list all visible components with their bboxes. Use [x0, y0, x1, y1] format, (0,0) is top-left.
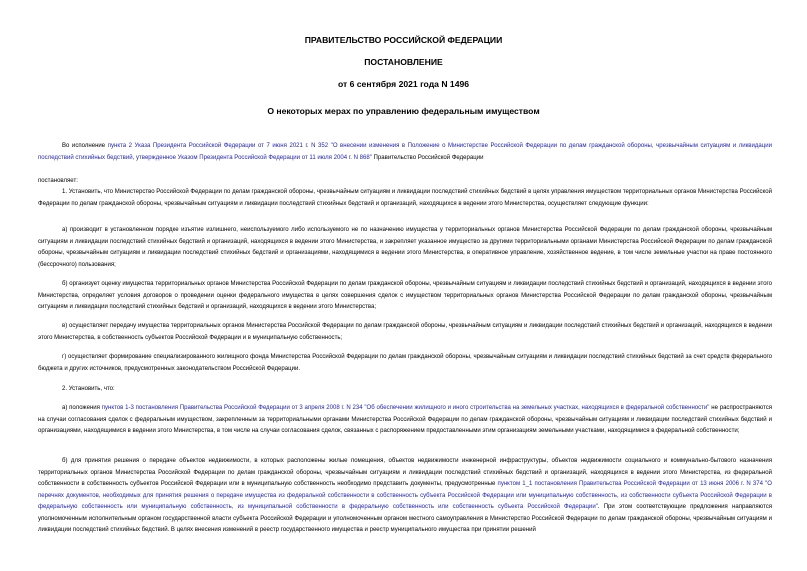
preamble-lead: Во исполнение: [62, 143, 108, 149]
document-title: О некоторых мерах по управлению федеральным имуществом: [267, 106, 540, 116]
preamble-tail: Правительство Российской Федерации: [371, 154, 484, 161]
item-2-text: 2. Установить, что:: [62, 386, 115, 392]
item-2a-lead: а) положения: [62, 405, 102, 411]
item-2: [38, 384, 772, 396]
preamble-link[interactable]: пункта 2 Указа Президента Российской Федерации от 7 июня 2021 г. N 352 "О внесении изменения в Положение о Министерстве Российской Федерации по делам гражданской обороны, чрезвычайным ситуациям и ликвидации последствий стихийных бедствий, утвержденное Указом Президента Российской Федерации от 11 июля 2004 г. N 868": [38, 143, 772, 161]
document-type-heading: ПОСТАНОВЛЕНИЕ: [364, 57, 443, 67]
item-1b: [38, 279, 772, 314]
item-1d: [38, 352, 772, 375]
item-2b-link[interactable]: пунктом 1_1 постановления Правительства Российской Федерации от 13 июня 2006 г. N 374 "О перечнях документов, необходимых для принятия решения о передаче имущества из федеральной собственности в собственность субъекта Российской Федерации или муниципальную собственность, из собственности субъекта Российской Федерации в федеральную собственность или муниципальную собственность, из муниципальной собственности в федеральную собственность или собственность субъекта Российской Федерации": [38, 481, 772, 510]
item-1c-text: в) осуществляет передачу имущества территориальных органов Министерства Российской Федерации по делам гражданской обороны, чрезвычайным ситуациям и ликвидации последствий стихийных бедствий и организаций, находящихся в ведении этого Министерства, в собственность субъектов Российской Федерации и в муниципальную собственность;: [38, 323, 772, 341]
decree-word: постановляет:: [38, 178, 78, 184]
item-1: [38, 187, 772, 210]
item-2a: [38, 403, 772, 438]
item-2a-link[interactable]: пунктов 1-3 постановления Правительства Российской Федерации от 3 апреля 2008 г. N 234 "Об обеспечении жилищного и иного строительства на земельных участках, находящихся в федеральной собственности": [101, 405, 710, 411]
date-number-heading: от 6 сентября 2021 года N 1496: [337, 79, 470, 89]
item-2b: [38, 456, 772, 537]
item-1b-text: б) организует оценку имущества территориальных органов Министерства Российской Федерации по делам гражданской обороны, чрезвычайным ситуациям и ликвидации последствий стихийных бедствий и организаций, находящихся в ведении этого Министерства, определяет условия договоров о проведении оценки федерального имущества в целях совершения сделок с имуществом территориальных органов Министерства Российской Федерации по делам гражданской обороны, чрезвычайным ситуациям и ликвидации последствий стихийных бедствий и организаций, находящихся в ведении этого Министерства;: [38, 281, 772, 310]
preamble-paragraph: [38, 141, 772, 164]
item-1a-text: а) производит в установленном порядке изъятие излишнего, неиспользуемого либо используемого не по назначению имущества у территориальных органов Министерства Российской Федерации по делам гражданской обороны, чрезвычайным ситуациям и ликвидации последствий стихийных бедствий и организаций, находящихся в ведении этого Министерства, и закрепляет указанное имущество за другими территориальными органами Министерства Российской Федерации по делам гражданской обороны, чрезвычайным ситуациям и ликвидации последствий стихийных бедствий и организациями, находящимися в ведении этого Министерства, в оперативное управление, хозяйственное ведение, в том числе земельные участки на праве постоянного (бессрочного) пользования;: [38, 227, 772, 268]
item-1c: [38, 321, 772, 344]
item-1-text: 1. Установить, что Министерство Российской Федерации по делам гражданской обороны, чрезвычайным ситуациям и ликвидации последствий стихийных бедствий в целях управления имуществом территориальных органов Министерства Российской Федерации по делам гражданской обороны, чрезвычайным ситуациям и ликвидации последствий стихийных бедствий и организаций, находящихся в ведении этого Министерства, осуществляет следующие функции:: [38, 189, 772, 207]
government-heading: ПРАВИТЕЛЬСТВО РОССИЙСКОЙ ФЕДЕРАЦИИ: [304, 35, 503, 45]
item-2b-tail: . При этом соответствующие предложения направляются уполномоченным исполнительным органом государственной власти субъекта Российской Федерации и уполномоченным органом местного самоуправления в Министерство Российской Федерации по делам гражданской обороны, чрезвычайным ситуациям и ликвидации последствий стихийных бедствий. В целях внесения изменений в реестр государственного имущества и реестр муниципального имущества при принятии решений: [38, 504, 772, 533]
item-1a: [38, 225, 772, 271]
item-2a-tail: не распространяются на случаи согласования сделок с федеральным имуществом, закрепленным за территориальными органами Министерства Российской Федерации по делам гражданской обороны, чрезвычайным ситуациям и ликвидации последствий стихийных бедствий и организациями, находящимися в ведении этого Министерства, в том числе на случаи согласования сделок, связанных с распоряжением предоставленными этим организациям земельными участками, находящимися в федеральной собственности;: [38, 405, 772, 434]
item-2b-lead: б) для принятия решения о передаче объектов недвижимости, в которых расположены жилые помещения, объектов недвижимости инженерной инфраструктуры, объектов недвижимости социального и коммунально-бытового назначения территориальных органов Министерства Российской Федерации по делам гражданской обороны, чрезвычайным ситуациям и ликвидации последствий стихийных бедствий и организаций, находящихся в ведении этого Министерства, из федеральной собственности в собственность субъектов Российской Федерации или в муниципальную собственность необходимо представить документы, предусмотренные: [38, 458, 772, 487]
item-1d-text: г) осуществляет формирование специализированного жилищного фонда Министерства Российской Федерации по делам гражданской обороны, чрезвычайным ситуациям и ликвидации последствий стихийных бедствий за счет средств федерального бюджета и других источников, предусмотренных законодательством Российской Федерации.: [38, 354, 772, 372]
